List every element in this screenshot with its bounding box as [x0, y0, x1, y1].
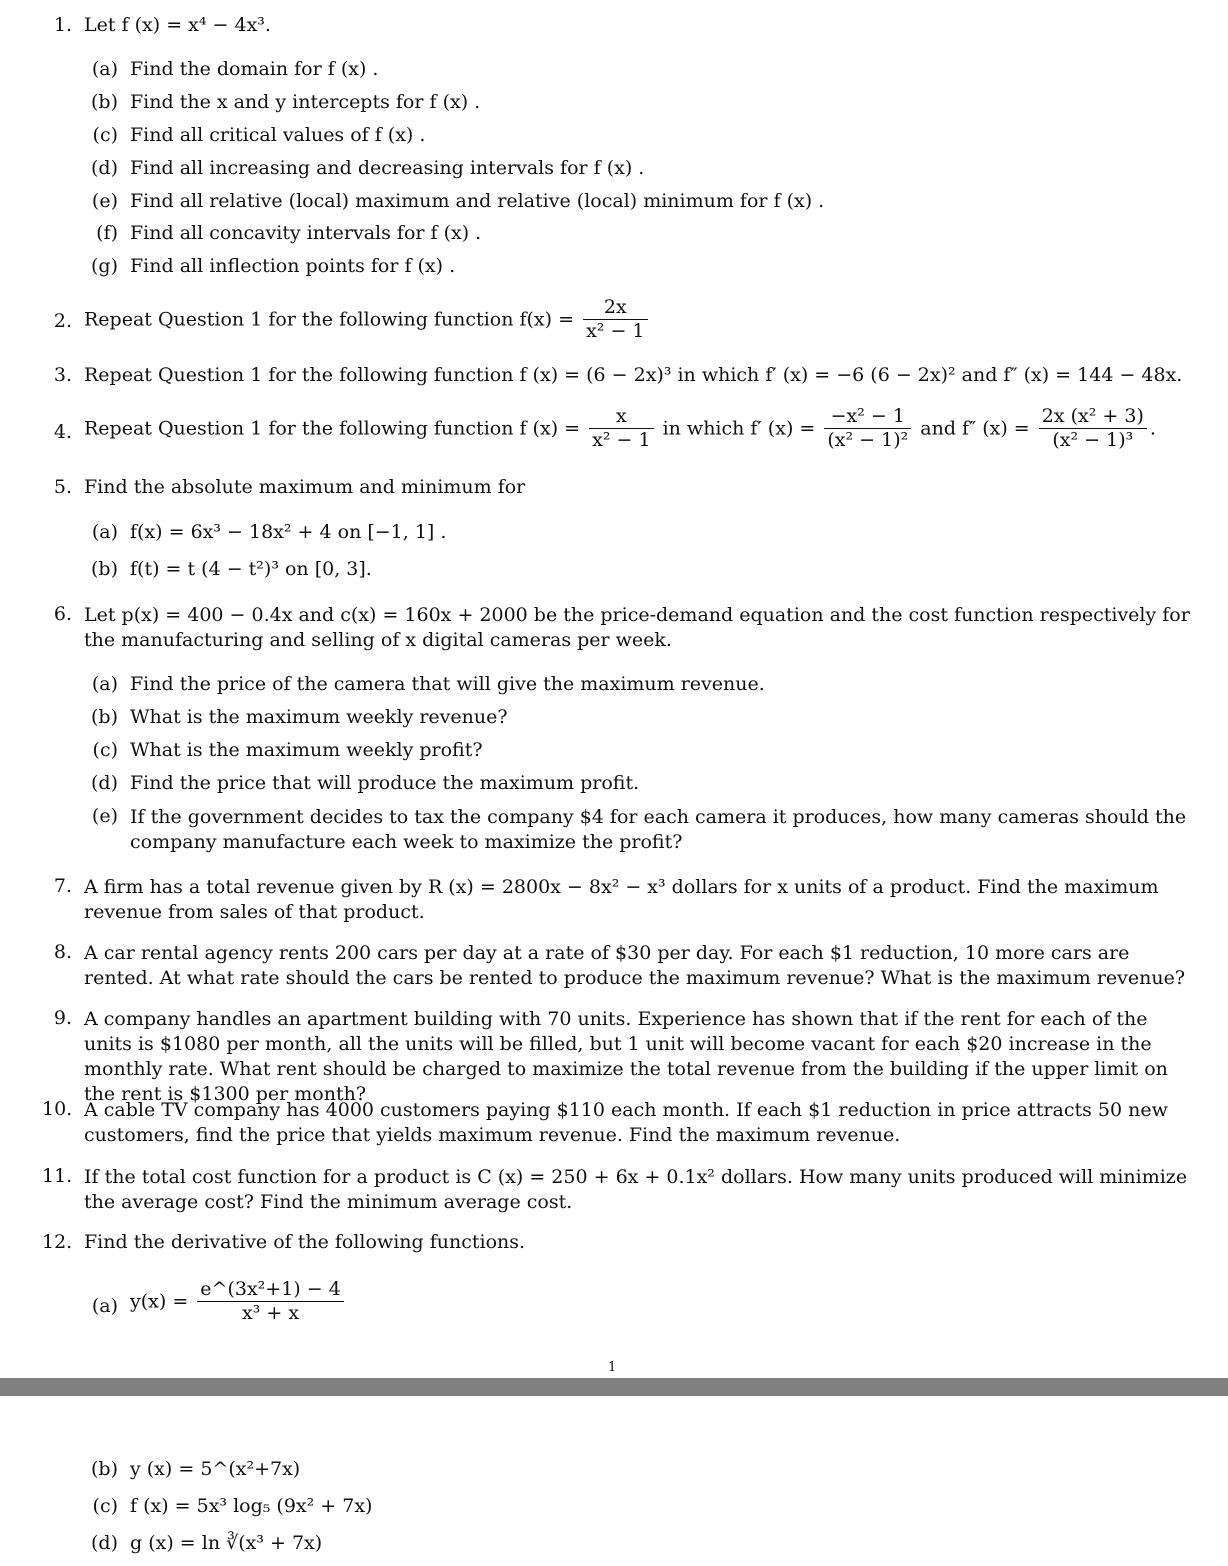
fraction-numerator: e^(3x²+1) − 4: [197, 1278, 344, 1302]
part-label: (d): [91, 772, 118, 794]
page-separator: [0, 1378, 1228, 1396]
part-label: (c): [92, 739, 118, 761]
fraction: [589, 405, 653, 452]
question-number: 4.: [53, 421, 72, 443]
fraction: [583, 296, 647, 343]
part-text: What is the maximum weekly profit?: [130, 739, 483, 761]
question-number: 9.: [53, 1007, 72, 1029]
question-2-text: Repeat Question 1 for the following function f(x) =: [84, 308, 575, 331]
part-label: (a): [91, 673, 118, 695]
question-11-text: If the total cost function for a product is C (x) = 250 + 6x + 0.1x² dollars. How many units produced will minimize the average cost? Find the minimum average cost.: [84, 1166, 1188, 1213]
part-text: Find the price that will produce the maximum profit.: [130, 772, 640, 794]
fraction-denominator: x² − 1: [586, 320, 645, 342]
question-12-text: Find the derivative of the following functions.: [84, 1231, 526, 1253]
part-label: (e): [91, 190, 118, 212]
part-label: (c): [92, 1495, 118, 1517]
part-a-expression: [130, 1278, 347, 1325]
fraction-denominator: x² − 1: [592, 429, 651, 451]
page-number: 1: [608, 1360, 617, 1375]
part-text: Find all inflection points for f (x) .: [130, 255, 456, 277]
fraction-numerator: −x² − 1: [824, 405, 911, 429]
part-text: Find all relative (local) maximum and relative (local) minimum for f (x) .: [130, 190, 825, 212]
question-number: 1.: [53, 14, 72, 36]
part-text: y (x) = 5^(x²+7x): [130, 1458, 301, 1480]
question-4-text: Repeat Question 1 for the following function f (x) =: [84, 417, 581, 440]
part-label: (c): [92, 124, 118, 146]
fraction-numerator: 2x (x² + 3): [1039, 405, 1147, 429]
part-text: Find the domain for f (x) .: [130, 58, 379, 80]
question-6-text: Let p(x) = 400 − 0.4x and c(x) = 160x + 2000 be the price-demand equation and the cost function respectively for the manufacturing and selling of x digital cameras per week.: [84, 604, 1190, 651]
fraction-denominator: x³ + x: [242, 1302, 300, 1324]
question-9-text: A company handles an apartment building with 70 units. Experience has shown that if the rent for each of the units is $1080 per month, all the units will be filled, but 1 unit will become vacant for each $20 increase in the monthly rate. What rent should be charged to maximize the total revenue from the building if the upper limit on the rent is $1300 per month?: [84, 1008, 1168, 1105]
page-2: [0, 1396, 1228, 1566]
fraction-denominator: (x² − 1)²: [827, 429, 909, 451]
question-5-text: Find the absolute maximum and minimum for: [84, 476, 526, 498]
part-label: (b): [91, 706, 118, 728]
question-2: [84, 296, 651, 343]
question-number: 3.: [53, 364, 72, 386]
fraction: [1039, 405, 1147, 452]
part-text: If the government decides to tax the company $4 for each camera it produces, how many cameras should the company manufacture each week to maximize the profit?: [130, 806, 1187, 853]
question-4-connector: in which f′ (x) =: [662, 417, 816, 440]
part-label: (b): [91, 1458, 118, 1480]
part-text: Find all critical values of f (x) .: [130, 124, 426, 146]
part-label: (b): [91, 558, 118, 580]
question-number: 6.: [53, 603, 72, 625]
part-label: (b): [91, 91, 118, 113]
question-number: 2.: [53, 310, 72, 332]
question-number: 8.: [53, 941, 72, 963]
part-text: Find the x and y intercepts for f (x) .: [130, 91, 481, 113]
fraction: [824, 405, 911, 452]
question-4: [84, 405, 1156, 452]
part-label: (d): [91, 157, 118, 179]
question-10-text: A cable TV company has 4000 customers paying $110 each month. If each $1 reduction in price attracts 50 new customers, find the price that yields maximum revenue. Find the maximum revenue.: [84, 1099, 1168, 1146]
fraction: [197, 1278, 344, 1325]
part-label: (a): [91, 58, 118, 80]
fraction-denominator: (x² − 1)³: [1052, 429, 1134, 451]
question-number: 7.: [53, 875, 72, 897]
question-8-text: A car rental agency rents 200 cars per day at a rate of $30 per day. For each $1 reduction, 10 more cars are rented. At what rate should the cars be rented to produce the maximum revenue? What is the maximum revenue?: [84, 942, 1186, 989]
part-label: (g): [91, 255, 118, 277]
question-number: 5.: [53, 476, 72, 498]
part-text: Find all increasing and decreasing intervals for f (x) .: [130, 157, 645, 179]
question-number: 10.: [42, 1098, 73, 1120]
part-text: g (x) = ln ∛(x³ + 7x): [130, 1532, 323, 1554]
period: .: [1149, 417, 1156, 440]
part-label: (d): [91, 1532, 118, 1554]
part-label: (f): [96, 222, 118, 244]
part-text: f (x) = 5x³ log₅ (9x² + 7x): [130, 1495, 373, 1517]
fraction-numerator: x: [589, 405, 653, 429]
part-text: f(t) = t (4 − t²)³ on [0, 3].: [130, 558, 372, 580]
question-3-text: Repeat Question 1 for the following function f (x) = (6 − 2x)³ in which f′ (x) = −6 (6 − 2x)² and f″ (x) = 144 − 48x.: [84, 364, 1183, 386]
part-text: f(x) = 6x³ − 18x² + 4 on [−1, 1] .: [130, 521, 447, 543]
part-label: (a): [91, 521, 118, 543]
part-a-lhs: y(x) =: [130, 1290, 189, 1313]
part-label: (a): [91, 1295, 118, 1317]
question-number: 11.: [42, 1165, 73, 1187]
question-4-connector: and f″ (x) =: [920, 417, 1030, 440]
question-1-text: Let f (x) = x⁴ − 4x³.: [84, 14, 271, 36]
part-text: Find all concavity intervals for f (x) .: [130, 222, 482, 244]
part-label: (e): [91, 805, 118, 827]
fraction-numerator: 2x: [583, 296, 647, 320]
part-text: Find the price of the camera that will give the maximum revenue.: [130, 673, 765, 695]
part-text: What is the maximum weekly revenue?: [130, 706, 508, 728]
question-number: 12.: [42, 1231, 73, 1253]
question-7-text: A firm has a total revenue given by R (x) = 2800x − 8x² − x³ dollars for x units of a product. Find the maximum revenue from sales of that product.: [84, 876, 1159, 923]
